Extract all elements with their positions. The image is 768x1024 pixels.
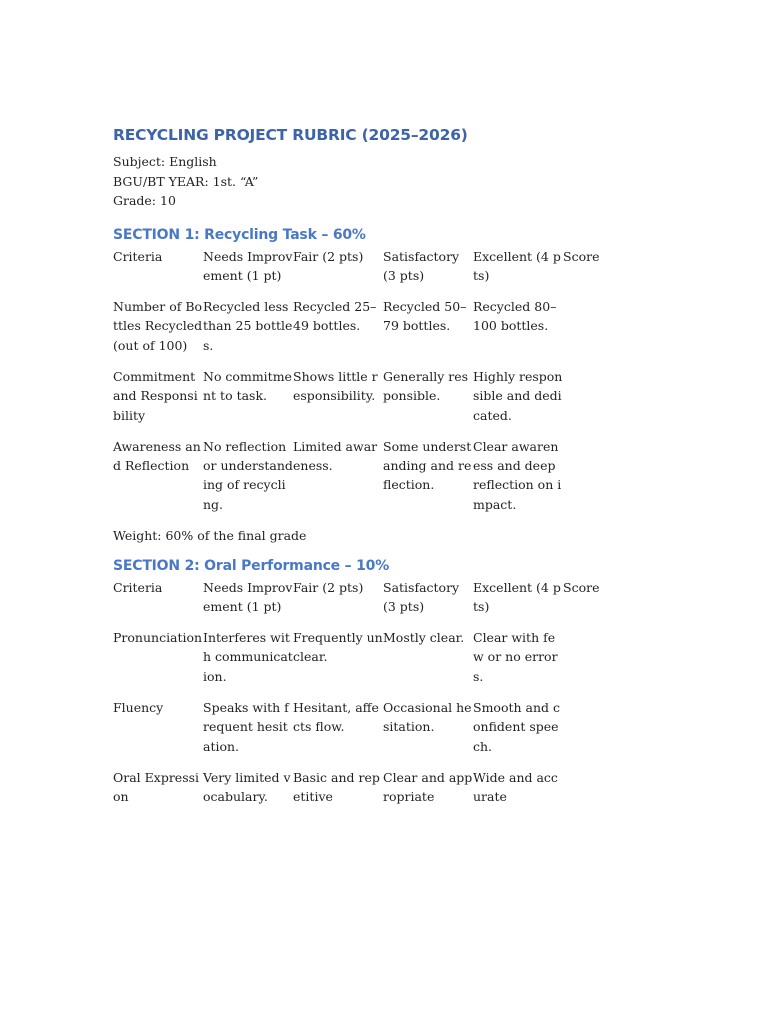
section-1-weight-note: Weight: 60% of the final grade xyxy=(113,528,307,544)
excellent-cell: Recycled 80–100 bottles. xyxy=(473,299,557,334)
fair-cell: Frequently unclear. xyxy=(293,630,383,665)
table-row xyxy=(113,768,593,819)
table-header-row xyxy=(113,247,593,298)
score-cell[interactable] xyxy=(563,437,593,526)
section-1-heading: SECTION 1: Recycling Task – 60% xyxy=(113,226,366,243)
excellent-cell: Highly responsible and dedicated. xyxy=(473,368,563,423)
needs-improvement-cell: No commitment to task. xyxy=(203,368,292,404)
column-header-fair: Fair (2 pts) xyxy=(293,248,364,264)
needs-improvement-cell: Speaks with frequent hesitation. xyxy=(203,700,289,754)
column-header-score: Score xyxy=(563,248,600,264)
document-title: RECYCLING PROJECT RUBRIC (2025–2026) xyxy=(113,126,468,144)
fair-cell: Limited awareness. xyxy=(293,438,378,474)
year-line: BGU/BT YEAR: 1st. “A” xyxy=(113,173,259,189)
grade-line: Grade: 10 xyxy=(113,193,176,208)
criteria-cell: Fluency xyxy=(113,700,164,716)
excellent-cell: Wide and accurate xyxy=(473,769,558,805)
table-row xyxy=(113,628,593,698)
column-header-criteria: Criteria xyxy=(113,579,163,595)
criteria-cell: Awareness and Reflection xyxy=(113,438,201,474)
score-cell[interactable] xyxy=(563,768,593,819)
fair-cell: Hesitant, affects flow. xyxy=(293,700,379,735)
document-body xyxy=(113,124,653,819)
column-header-needs-improvement: Needs Improvement (1 pt) xyxy=(203,579,293,614)
column-header-score: Score xyxy=(563,579,600,595)
fair-cell: Basic and repetitive xyxy=(293,769,380,805)
criteria-cell: Number of Bottles Recycled (out of 100) xyxy=(113,299,203,353)
table-row xyxy=(113,297,593,367)
criteria-cell: Oral Expression xyxy=(113,769,200,805)
excellent-cell: Clear with few or no errors. xyxy=(473,630,558,684)
excellent-cell: Clear awareness and deep reflection on impact. xyxy=(473,438,562,512)
satisfactory-cell: Occasional hesitation. xyxy=(383,700,472,735)
section-1-rubric-table xyxy=(113,247,600,527)
score-cell[interactable] xyxy=(563,698,593,768)
score-cell[interactable] xyxy=(563,367,593,437)
score-cell[interactable] xyxy=(563,297,593,367)
column-header-satisfactory: Satisfactory (3 pts) xyxy=(383,579,460,614)
needs-improvement-cell: Recycled less than 25 bottles. xyxy=(203,299,293,353)
satisfactory-cell: Some understanding and reflection. xyxy=(383,438,472,493)
criteria-cell: Pronunciation xyxy=(113,630,203,646)
satisfactory-cell: Generally responsible. xyxy=(383,368,469,404)
needs-improvement-cell: No reflection or understanding of recycling. xyxy=(203,438,293,512)
score-cell[interactable] xyxy=(563,628,593,698)
fair-cell: Recycled 25–49 bottles. xyxy=(293,299,377,334)
needs-improvement-cell: Interferes with communication. xyxy=(203,630,293,684)
criteria-cell: Commitment and Responsibility xyxy=(113,368,198,423)
table-row xyxy=(113,698,593,768)
satisfactory-cell: Recycled 50–79 bottles. xyxy=(383,299,467,334)
column-header-fair: Fair (2 pts) xyxy=(293,579,364,595)
column-header-needs-improvement: Needs Improvement (1 pt) xyxy=(203,248,293,283)
subject-line: Subject: English xyxy=(113,154,217,169)
section-2-heading: SECTION 2: Oral Performance – 10% xyxy=(113,557,390,574)
table-row xyxy=(113,367,593,437)
excellent-cell: Smooth and confident speech. xyxy=(473,700,560,754)
column-header-satisfactory: Satisfactory (3 pts) xyxy=(383,248,460,283)
column-header-criteria: Criteria xyxy=(113,248,163,264)
column-header-excellent: Excellent (4 pts) xyxy=(473,248,561,283)
table-header-row xyxy=(113,578,593,629)
table-row xyxy=(113,437,593,526)
fair-cell: Shows little responsibility. xyxy=(293,368,378,404)
satisfactory-cell: Clear and appropriate xyxy=(383,769,473,805)
section-2-rubric-table xyxy=(113,578,600,819)
needs-improvement-cell: Very limited vocabulary. xyxy=(203,769,291,805)
satisfactory-cell: Mostly clear. xyxy=(383,630,465,646)
column-header-excellent: Excellent (4 pts) xyxy=(473,579,561,614)
